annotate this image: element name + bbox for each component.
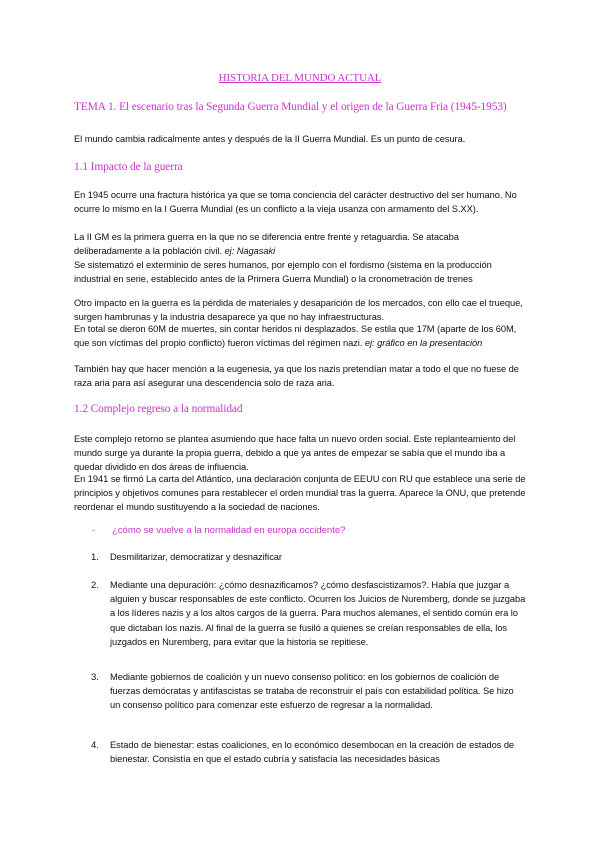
paragraph-text: La II GM es la primera guerra en la que no se diferencia entre frente y retaguardia. Se atacaba deliberadamente a la población civil. bbox=[74, 232, 459, 257]
paragraph: También hay que hacer mención a la eugenesia, ya que los nazis pretendían matar a todo el que no fuese de raza aria para así asegurar una descendencia solo de raza aria. bbox=[74, 364, 519, 389]
list-item: Mediante gobiernos de coalición y un nuevo consenso político: en los gobiernos de coalición de fuerzas demócratas y antifascistas se trataba de reconstruir el país con estabilidad política. Se hizo un consenso político para comenzar este esfuerzo de regresar a la normalidad. bbox=[110, 672, 514, 711]
list-number: 4. bbox=[91, 740, 99, 751]
paragraph bbox=[74, 230, 529, 258]
paragraph: En 1941 se firmó La carta del Atlántico, una declaración conjunta de EEUU con RU que establece una serie de principios y objetivos comunes para restablecer el orden mundial tras la guerra. Aparece la ONU, que pretende reordenar el mundo sustituyendo a la sociedad de naciones. bbox=[74, 474, 526, 513]
document-title: HISTORIA DEL MUNDO ACTUAL bbox=[218, 72, 382, 84]
tema-heading: TEMA 1. El escenario tras la Segunda Guerra Mundial y el origen de la Guerra Fria (1945-1953) bbox=[74, 101, 507, 113]
bullet-dash: - bbox=[92, 525, 96, 536]
list-item: Desmilitarizar, democratizar y desnazificar bbox=[110, 552, 282, 562]
list-number: 3. bbox=[91, 672, 99, 683]
list-number: 2. bbox=[91, 580, 99, 591]
paragraph: Se sistematizó el exterminio de seres humanos, por ejemplo con el fordismo (sistema en la producción industrial en serie, establecido antes de la Primera Guerra Mundial) o la cronometración de trenes bbox=[74, 260, 492, 285]
paragraph: En 1945 ocurre una fractura histórica ya que se toma conciencia del carácter destructivo del ser humano. No ocurre lo mismo en la I Guerra Mundial (es un conflicto a la vieja usanza con armamento del S.XX). bbox=[74, 190, 517, 215]
italic-example: ej: Nagasaki bbox=[224, 246, 276, 257]
list-item: Mediante una depuración: ¿cómo desnazificamos? ¿cómo desfascistizamos?. Había que juzgar a alguien y buscar responsables de este conflicto. Ocurren los Juicios de Nuremberg, donde se juzgaba a los líderes nazis y a los altos cargos de la guerra. Para muchos alemanes, el sentido común era lo que dictaban los nazis. Al final de la guerra se fusiló a quienes se creían responsables de ella, los juzgados en Nuremberg, para evitar que la historia se repitiese. bbox=[110, 580, 526, 647]
paragraph-text: En total se dieron 60M de muertes, sin contar heridos ni desplazados. Se estila que 17M (aparte de los 60M, que son víctimas del propio conflicto) fueron víctimas del régimen nazi. bbox=[74, 324, 517, 349]
list-item: Estado de bienestar: estas coaliciones, en lo económico desembocan en la creación de estados de bienestar. Consistía en que el estado cubría y satisfacía las necesidades básicas bbox=[110, 740, 515, 765]
paragraph: Este complejo retorno se plantea asumiendo que hace falta un nuevo orden social. Este replanteamiento del mundo surge ya durante la propia guerra, debido a que ya antes de empezar se sabía que el mundo iba a quedar dividido en dos áreas de influencia. bbox=[74, 434, 516, 473]
section-1-2-heading: 1.2 Complejo regreso a la normalidad bbox=[74, 403, 243, 415]
paragraph: Otro impacto en la guerra es la pérdida de materiales y desaparición de los mercados, con ello cae el trueque, surgen hambrunas y la industria desaparece ya que no hay infraestructuras. bbox=[74, 298, 523, 323]
list-number: 1. bbox=[91, 552, 99, 563]
italic-example: ej: gráfico en la presentación bbox=[364, 338, 483, 349]
bullet-question: ¿cómo se vuelve a la normalidad en europa occidente? bbox=[112, 525, 346, 536]
intro-paragraph: El mundo cambia radicalmente antes y después de la II Guerra Mundial. Es un punto de cesura. bbox=[74, 134, 466, 144]
section-1-1-heading: 1.1 Impacto de la guerra bbox=[74, 161, 183, 173]
paragraph bbox=[74, 322, 529, 350]
